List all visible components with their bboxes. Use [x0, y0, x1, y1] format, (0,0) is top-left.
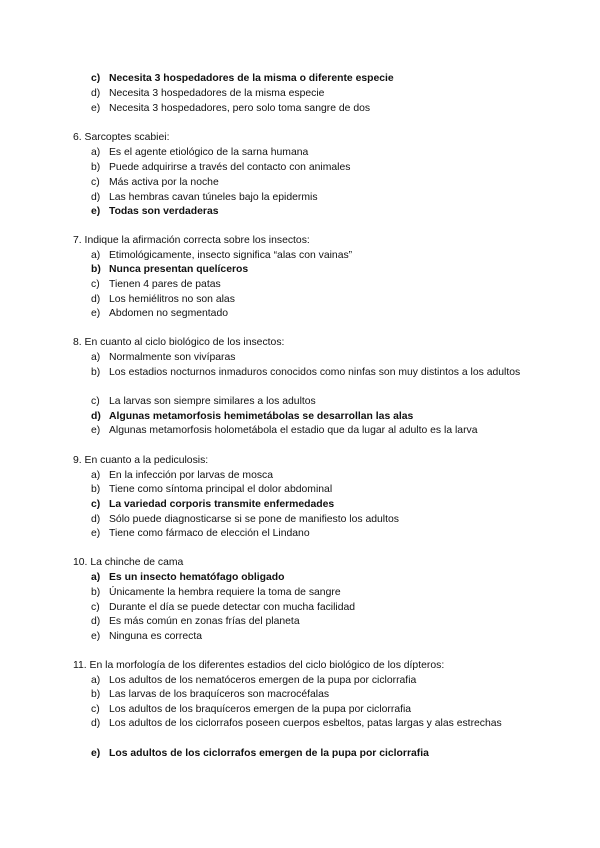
- option-d: [91, 410, 527, 425]
- option-letter: b): [91, 162, 101, 173]
- option-text: Únicamente la hembra requiere la toma de sangre: [109, 587, 341, 598]
- question-title: 7. Indique la afirmación correcta sobre los insectos:: [73, 235, 310, 246]
- option-b: [91, 161, 527, 176]
- option-text: Normalmente son vivíparas: [109, 352, 236, 363]
- option-e: [91, 424, 527, 439]
- option-letter: e): [91, 206, 101, 217]
- option-a: [91, 351, 527, 366]
- option-text: Sólo puede diagnosticarse si se pone de manifiesto los adultos: [109, 514, 399, 525]
- option-text: Los estadios nocturnos inmaduros conocidos como ninfas son muy distintos a los adultos: [109, 367, 521, 378]
- option-b: [91, 483, 527, 498]
- option-letter: c): [91, 279, 100, 290]
- option-text: Los adultos de los nematóceros emergen de la pupa por ciclorrafia: [109, 675, 417, 686]
- option-text: Ninguna es correcta: [109, 631, 202, 642]
- option-letter: d): [91, 514, 101, 525]
- option-e: [91, 205, 527, 220]
- option-d: [91, 615, 527, 630]
- option-d: [91, 87, 527, 102]
- option-letter: b): [91, 264, 101, 275]
- option-a: [91, 674, 527, 689]
- option-text: Todas son verdaderas: [109, 206, 219, 217]
- question-title: 8. En cuanto al ciclo biológico de los insectos:: [73, 337, 285, 348]
- option-c: [91, 703, 527, 718]
- option-b: [91, 586, 527, 601]
- option-text: Los adultos de los ciclorrafos poseen cuerpos esbeltos, patas largas y alas estrechas: [109, 718, 502, 729]
- option-text: Algunas metamorfosis holometábola el estadio que da lugar al adulto es la larva: [109, 425, 478, 436]
- option-text: La variedad corporis transmite enfermedades: [109, 499, 335, 510]
- option-letter: b): [91, 367, 101, 378]
- option-letter: a): [91, 572, 101, 583]
- option-text: Tiene como síntoma principal el dolor abdominal: [109, 484, 333, 495]
- option-text: Etimológicamente, insecto significa “alas con vainas”: [109, 250, 353, 261]
- option-text: Tiene como fármaco de elección el Lindano: [109, 528, 310, 539]
- option-text: Puede adquirirse a través del contacto con animales: [109, 162, 351, 173]
- option-e: [91, 102, 527, 117]
- option-text: La larvas son siempre similares a los adultos: [109, 396, 316, 407]
- option-letter: e): [91, 528, 101, 539]
- option-b: [91, 688, 527, 703]
- option-a: [91, 146, 527, 161]
- option-letter: c): [91, 602, 100, 613]
- option-letter: e): [91, 103, 101, 114]
- option-e: [91, 527, 527, 542]
- option-c: [91, 72, 527, 87]
- option-letter: c): [91, 499, 101, 510]
- option-a: [91, 571, 527, 586]
- option-text: Es el agente etiológico de la sarna humana: [109, 147, 309, 158]
- option-a: [91, 249, 527, 264]
- option-letter: a): [91, 470, 101, 481]
- option-c: [91, 278, 527, 293]
- question-title: 10. La chinche de cama: [73, 557, 184, 568]
- option-letter: e): [91, 631, 101, 642]
- option-text: Las larvas de los braquíceros son macrocéfalas: [109, 689, 330, 700]
- option-letter: d): [91, 294, 101, 305]
- option-text: Es más común en zonas frías del planeta: [109, 616, 300, 627]
- option-letter: d): [91, 718, 101, 729]
- option-text: Necesita 3 hospedadores, pero solo toma sangre de dos: [109, 103, 371, 114]
- option-letter: d): [91, 192, 101, 203]
- option-letter: c): [91, 177, 100, 188]
- option-d: [91, 513, 527, 528]
- question-title: 9. En cuanto a la pediculosis:: [73, 455, 209, 466]
- option-d: [91, 293, 527, 308]
- question-title: 6. Sarcoptes scabiei:: [73, 132, 170, 143]
- option-letter: b): [91, 484, 101, 495]
- option-letter: d): [91, 616, 101, 627]
- option-letter: c): [91, 396, 100, 407]
- option-letter: c): [91, 73, 101, 84]
- option-letter: a): [91, 675, 101, 686]
- option-e: [91, 630, 527, 645]
- option-text: Los adultos de los braquíceros emergen de la pupa por ciclorrafia: [109, 704, 412, 715]
- question-title: 11. En la morfología de los diferentes estadios del ciclo biológico de los dípteros:: [73, 660, 445, 671]
- option-d: [91, 191, 527, 206]
- option-c: [91, 601, 527, 616]
- option-letter: a): [91, 250, 101, 261]
- option-text: Abdomen no segmentado: [109, 308, 229, 319]
- option-c: [91, 176, 527, 191]
- option-letter: e): [91, 425, 101, 436]
- option-letter: d): [91, 88, 101, 99]
- option-letter: a): [91, 147, 101, 158]
- option-letter: c): [91, 704, 100, 715]
- option-letter: b): [91, 587, 101, 598]
- option-letter: a): [91, 352, 101, 363]
- option-text: Más activa por la noche: [109, 177, 219, 188]
- option-letter: e): [91, 748, 101, 759]
- option-b: [91, 366, 527, 381]
- option-text: Las hembras cavan túneles bajo la epidermis: [109, 192, 318, 203]
- option-c: [91, 498, 527, 513]
- option-b: [91, 263, 527, 278]
- option-letter: e): [91, 308, 101, 319]
- option-text: Necesita 3 hospedadores de la misma o diferente especie: [109, 73, 394, 84]
- option-text: Algunas metamorfosis hemimetábolas se desarrollan las alas: [109, 411, 414, 422]
- option-a: [91, 469, 527, 484]
- option-text: Nunca presentan quelíceros: [109, 264, 249, 275]
- option-d: [91, 717, 527, 732]
- option-letter: d): [91, 411, 101, 422]
- option-letter: b): [91, 689, 101, 700]
- option-e: [91, 307, 527, 322]
- option-text: Tienen 4 pares de patas: [109, 279, 221, 290]
- option-e: [91, 747, 527, 762]
- option-text: En la infección por larvas de mosca: [109, 470, 274, 481]
- option-text: Necesita 3 hospedadores de la misma especie: [109, 88, 325, 99]
- option-c: [91, 395, 527, 410]
- option-text: Es un insecto hematófago obligado: [109, 572, 285, 583]
- option-text: Los adultos de los ciclorrafos emergen de la pupa por ciclorrafia: [109, 748, 429, 759]
- option-text: Los hemiélitros no son alas: [109, 294, 235, 305]
- option-text: Durante el día se puede detectar con mucha facilidad: [109, 602, 356, 613]
